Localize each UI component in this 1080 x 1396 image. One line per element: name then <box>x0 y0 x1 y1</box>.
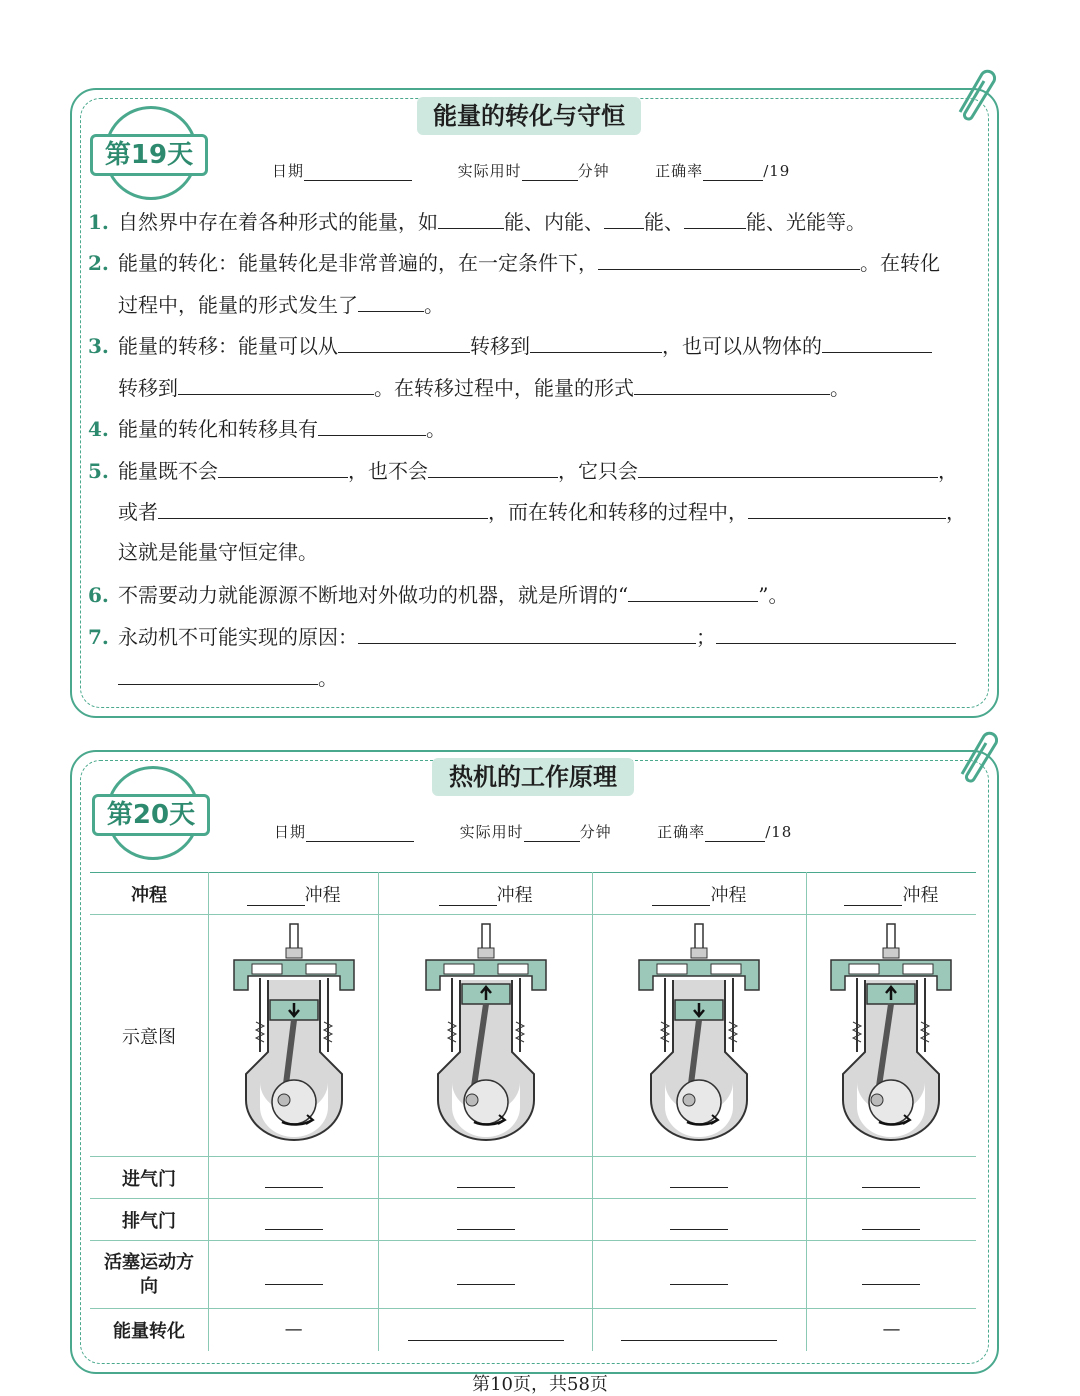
engine-diagram-4 <box>806 915 976 1157</box>
answer-blank[interactable] <box>408 1320 564 1341</box>
answer-blank[interactable] <box>318 413 426 436</box>
question-2: 2. 能量的转化：能量转化是非常普遍的，在一定条件下， 。在转化 <box>88 247 976 277</box>
table-row <box>90 1199 976 1241</box>
question-6: 6. 不需要动力就能源源不断地对外做功的机器，就是所谓的“ ”。 <box>88 579 976 609</box>
energy-dash: — <box>209 1309 379 1351</box>
table-row <box>90 1241 976 1309</box>
answer-blank[interactable] <box>428 455 558 478</box>
engine-diagram-1 <box>209 915 379 1157</box>
time-field[interactable] <box>524 825 580 842</box>
answer-blank[interactable] <box>158 496 488 519</box>
answer-blank[interactable] <box>530 330 662 353</box>
question-2-cont: 过程中，能量的形式发生了 。 <box>88 289 976 319</box>
time-field[interactable] <box>522 164 578 181</box>
row-label-exhaust: 排气门 <box>90 1199 209 1241</box>
question-5-cont: 或者 ，而在转化和转移的过程中， ， <box>88 496 976 526</box>
answer-blank[interactable] <box>638 455 938 478</box>
date-field[interactable] <box>304 164 412 181</box>
engine-cylinder-diagram <box>829 922 953 1144</box>
date-label: 日期 <box>272 162 305 180</box>
engine-diagram-3 <box>593 915 807 1157</box>
answer-blank[interactable] <box>670 1209 728 1230</box>
table-row: 冲程 冲程 冲程 冲程 冲程 <box>90 873 976 915</box>
table-row <box>90 1157 976 1199</box>
accuracy-label: 正确率 <box>657 823 706 841</box>
answer-blank[interactable] <box>178 372 374 395</box>
answer-blank[interactable] <box>265 1264 323 1285</box>
date-label: 日期 <box>274 823 307 841</box>
paperclip-icon <box>948 724 998 784</box>
engine-cylinder-diagram <box>424 922 548 1144</box>
day20-badge-label: 第20天 <box>92 794 210 836</box>
accuracy-label: 正确率 <box>655 162 704 180</box>
day19-meta <box>272 160 790 181</box>
day19-badge <box>90 106 204 200</box>
day20-meta <box>274 821 792 842</box>
day19-badge-label: 第19天 <box>90 134 208 176</box>
answer-blank[interactable] <box>670 1264 728 1285</box>
heat-engine-table <box>90 872 976 1351</box>
answer-blank[interactable] <box>358 621 696 644</box>
answer-blank[interactable] <box>862 1209 920 1230</box>
page-footer: 第10页，共58页 <box>472 1374 608 1395</box>
answer-blank[interactable] <box>457 1264 515 1285</box>
answer-blank[interactable] <box>822 330 932 353</box>
question-5-end: 这就是能量守恒定律。 <box>118 540 318 564</box>
row-label-piston: 活塞运动方向 <box>90 1241 209 1309</box>
day20-title: 热机的工作原理 <box>432 758 634 796</box>
answer-blank[interactable] <box>621 1320 777 1341</box>
question-3-cont: 转移到 。在转移过程中，能量的形式 。 <box>88 372 976 402</box>
answer-blank[interactable] <box>358 289 424 312</box>
time-label: 实际用时 <box>457 162 522 180</box>
answer-blank[interactable] <box>862 1167 920 1188</box>
answer-blank[interactable] <box>716 621 956 644</box>
day19-title: 能量的转化与守恒 <box>417 97 641 135</box>
time-unit: 分钟 <box>579 823 612 841</box>
question-7: 7. 永动机不可能实现的原因： ； <box>88 621 976 651</box>
question-5: 5. 能量既不会 ，也不会 ，它只会 ， <box>88 455 976 485</box>
answer-blank[interactable] <box>457 1209 515 1230</box>
stroke-blank[interactable] <box>439 885 497 906</box>
accuracy-field[interactable] <box>705 825 765 842</box>
answer-blank[interactable] <box>634 372 830 395</box>
row-label-stroke: 冲程 <box>90 873 209 915</box>
accuracy-total: /19 <box>763 162 791 180</box>
day19-dashed-border <box>80 98 989 708</box>
day20-badge <box>92 766 206 860</box>
answer-blank[interactable] <box>265 1167 323 1188</box>
engine-cylinder-diagram <box>232 922 356 1144</box>
accuracy-field[interactable] <box>703 164 763 181</box>
stroke-blank[interactable] <box>247 885 305 906</box>
accuracy-total: /18 <box>765 823 793 841</box>
question-4: 4. 能量的转化和转移具有 。 <box>88 413 976 443</box>
answer-blank[interactable] <box>604 206 644 229</box>
answer-blank[interactable] <box>628 579 758 602</box>
answer-blank[interactable] <box>684 206 746 229</box>
time-label: 实际用时 <box>459 823 524 841</box>
time-unit: 分钟 <box>577 162 610 180</box>
answer-blank[interactable] <box>438 206 504 229</box>
row-label-energy: 能量转化 <box>90 1309 209 1351</box>
engine-diagram-2 <box>379 915 593 1157</box>
energy-dash: — <box>882 1319 901 1341</box>
table-row <box>90 1309 976 1351</box>
answer-blank[interactable] <box>218 455 348 478</box>
question-1: 1. 自然界中存在着各种形式的能量，如 能、内能、 能、 能、光能等。 <box>88 206 976 236</box>
answer-blank[interactable] <box>457 1167 515 1188</box>
answer-blank[interactable] <box>265 1209 323 1230</box>
answer-blank[interactable] <box>338 330 470 353</box>
engine-cylinder-diagram <box>637 922 761 1144</box>
row-label-intake: 进气门 <box>90 1157 209 1199</box>
answer-blank[interactable] <box>598 247 860 270</box>
answer-blank[interactable] <box>862 1264 920 1285</box>
answer-blank[interactable] <box>118 662 318 685</box>
answer-blank[interactable] <box>670 1167 728 1188</box>
answer-blank[interactable] <box>748 496 946 519</box>
row-label-diagram: 示意图 <box>90 915 209 1157</box>
paperclip-icon <box>946 62 996 122</box>
question-7-cont: 。 <box>88 662 976 692</box>
stroke-blank[interactable] <box>844 885 902 906</box>
date-field[interactable] <box>306 825 414 842</box>
table-row <box>90 915 976 1157</box>
question-3: 3. 能量的转移：能量可以从 转移到 ，也可以从物体的 <box>88 330 976 360</box>
stroke-blank[interactable] <box>652 885 710 906</box>
